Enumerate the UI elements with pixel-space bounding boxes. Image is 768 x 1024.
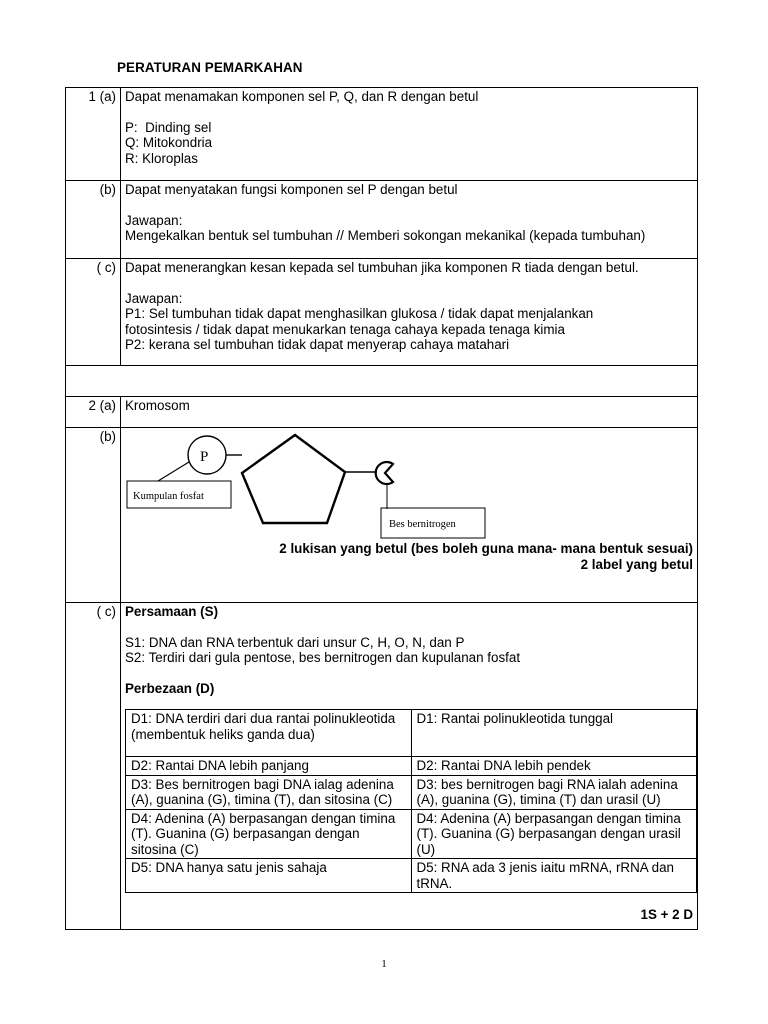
marks-summary: 1S + 2 D — [640, 907, 693, 922]
dna-cell: D5: DNA hanya satu jenis sahaja — [126, 859, 412, 893]
table-row — [126, 775, 697, 809]
question-number: 2 (a) — [66, 397, 121, 428]
criteria-text: Dapat menerangkan kesan kepada sel tumbuhan jika komponen R tiada dengan betul. — [125, 260, 639, 275]
criteria-text: Dapat menyatakan fungsi komponen sel P dengan betul — [125, 182, 458, 197]
answer-label: Jawapan: — [125, 290, 183, 306]
answer-cell — [121, 603, 698, 930]
rna-cell: D5: RNA ada 3 jenis iaitu mRNA, rRNA dan tRNA. — [411, 859, 697, 893]
row-1a — [66, 88, 698, 181]
answer-cell: Kromosom — [121, 397, 698, 428]
nitrogen-base — [376, 462, 393, 484]
rna-cell: D2: Rantai DNA lebih pendek — [411, 757, 697, 776]
table-row — [126, 710, 697, 757]
page-title: PERATURAN PEMARKAHAN — [117, 60, 303, 75]
nucleotide-diagram — [125, 431, 685, 539]
question-number: ( c) — [66, 603, 121, 930]
answer-line: Mengekalkan bentuk sel tumbuhan // Memberi sokongan mekanikal (kepada tumbuhan) — [125, 228, 646, 243]
answer-line: fotosintesis / tidak dapat menukarkan tenaga cahaya kepada tenaga kimia — [125, 321, 565, 337]
empty-cell — [66, 366, 121, 397]
row-2c — [66, 603, 698, 930]
answer-cell — [121, 88, 698, 181]
marking-note: 2 lukisan yang betul (bes boleh guna mana- mana bentuk sesuai) — [279, 541, 693, 556]
similarity-line: S2: Terdiri dari gula pentose, bes bernitrogen dan kupulanan fosfat — [125, 650, 521, 665]
table-row — [126, 859, 697, 893]
answer-line: Q: Mitokondria — [125, 135, 213, 150]
dna-cell: D3: Bes bernitrogen bagi DNA ialag adenina (A), guanina (G), timina (T), dan sitosina (C) — [126, 775, 412, 809]
dna-cell: D2: Rantai DNA lebih panjang — [126, 757, 412, 776]
similarity-heading: Persamaan (S) — [125, 604, 219, 619]
answer-label: Jawapan: — [125, 212, 183, 228]
question-number: (b) — [66, 428, 121, 603]
dna-cell: D4: Adenina (A) berpasangan dengan timina (T). Guanina (G) berpasangan dengan sitosina (C) — [126, 809, 412, 859]
answer-line: P1: Sel tumbuhan tidak dapat menghasilkan glukosa / tidak dapat menjalankan — [125, 306, 594, 321]
rna-cell: D4: Adenina (A) berpasangan dengan timina (T). Guanina (G) berpasangan dengan urasil (U) — [411, 809, 697, 859]
row-1c — [66, 259, 698, 366]
question-number: (b) — [66, 181, 121, 259]
phosphate-connector — [158, 462, 189, 481]
criteria-text: Dapat menamakan komponen sel P, Q, dan R dengan betul — [125, 89, 479, 104]
separator-row — [66, 366, 698, 397]
answer-cell — [121, 428, 698, 603]
answer-line: R: Kloroplas — [125, 150, 198, 166]
phosphate-symbol: P — [200, 449, 209, 465]
difference-heading: Perbezaan (D) — [125, 680, 215, 696]
table-row — [126, 757, 697, 776]
dna-cell: D1: DNA terdiri dari dua rantai polinukleotida (membentuk heliks ganda dua) — [126, 710, 412, 757]
question-number: ( c) — [66, 259, 121, 366]
question-number: 1 (a) — [66, 88, 121, 181]
rna-cell: D1: Rantai polinukleotida tunggal — [411, 710, 697, 757]
similarity-line: S1: DNA dan RNA terbentuk dari unsur C, H, O, N, dan P — [125, 634, 465, 650]
phosphate-label: Kumpulan fosfat — [133, 491, 204, 502]
rna-cell: D3: bes bernitrogen bagi RNA ialah adenina (A), guanina (G), timina (T) dan urasil (U) — [411, 775, 697, 809]
table-row — [126, 809, 697, 859]
empty-cell — [121, 366, 698, 397]
row-1b — [66, 181, 698, 259]
marking-scheme-table — [65, 87, 698, 930]
difference-table — [125, 709, 697, 893]
base-label: Bes bernitrogen — [389, 519, 456, 530]
row-2b — [66, 428, 698, 603]
page-number: 1 — [381, 958, 387, 970]
answer-line: P2: kerana sel tumbuhan tidak dapat menyerap cahaya matahari — [125, 337, 510, 352]
answer-line: P: Dinding sel — [125, 119, 212, 135]
answer-cell — [121, 259, 698, 366]
pentose-sugar — [242, 435, 345, 523]
marking-note: 2 label yang betul — [580, 557, 693, 572]
row-2a — [66, 397, 698, 428]
answer-cell — [121, 181, 698, 259]
